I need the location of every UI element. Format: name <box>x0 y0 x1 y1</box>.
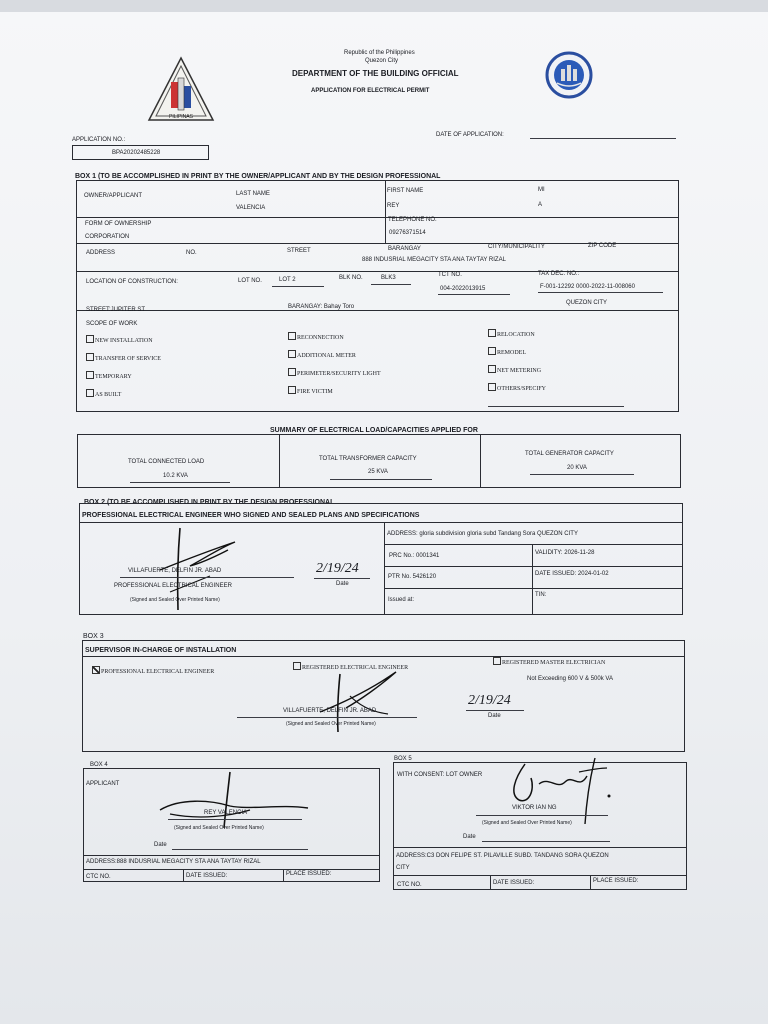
generator-value: 20 KVA <box>567 465 587 471</box>
zip-label: ZIP CODE <box>588 243 617 249</box>
scope-others[interactable]: OTHERS/SPECIFY <box>488 383 546 392</box>
date-issued: DATE ISSUED: 2024-01-02 <box>535 571 609 577</box>
owner-label: OWNER/APPLICANT <box>84 193 143 199</box>
checkbox-icon <box>488 365 496 373</box>
lot-label: LOT NO. <box>238 278 262 284</box>
validity: VALIDITY: 2026-11-28 <box>535 550 595 556</box>
box2-title: BOX 2 (TO BE ACCOMPLISHED IN PRINT BY THE DESIGN PROFESSIONAL <box>84 499 335 506</box>
box5-signed-note: (Signed and Sealed Over Printed Name) <box>482 820 572 826</box>
first-name-value: REY <box>387 203 400 209</box>
scope-temporary[interactable]: TEMPORARY <box>86 371 132 380</box>
box4-place-issued-label: PLACE ISSUED: <box>286 871 332 877</box>
applicant-label: APPLICANT <box>86 781 120 787</box>
checkbox-icon <box>488 383 496 391</box>
checkbox-icon <box>86 371 94 379</box>
city-line: Quezon City <box>365 58 399 64</box>
transformer-value: 25 KVA <box>368 469 388 475</box>
address-no-label: NO. <box>186 250 197 256</box>
box2-role: PROFESSIONAL ELECTRICAL ENGINEER <box>114 583 232 589</box>
scope-relocation[interactable]: RELOCATION <box>488 329 535 338</box>
ownership-value: CORPORATION <box>85 234 130 240</box>
checkbox-icon <box>288 368 296 376</box>
blk-value: BLK3 <box>381 275 396 281</box>
form-title: APPLICATION FOR ELECTRICAL PERMIT <box>311 88 430 94</box>
connected-load-label: TOTAL CONNECTED LOAD <box>128 459 205 465</box>
box1-title: BOX 1 (TO BE ACCOMPLISHED IN PRINT BY THE OWNER/APPLICANT AND BY THE DESIGN PROFESSIONAL <box>75 173 441 180</box>
last-name-value: VALENCIA <box>236 205 266 211</box>
box4-title: BOX 4 <box>90 762 108 768</box>
box4-signed-note: (Signed and Sealed Over Printed Name) <box>174 825 264 831</box>
applicant-signature-icon <box>150 770 310 830</box>
box5-place-issued-label: PLACE ISSUED: <box>593 878 639 884</box>
summary-title: SUMMARY OF ELECTRICAL LOAD/CAPACITIES APPLIED FOR <box>270 427 478 434</box>
last-name-label: LAST NAME <box>236 191 270 197</box>
republic-line: Republic of the Philippines <box>344 50 415 56</box>
application-no-label: APPLICATION NO.: <box>72 137 126 143</box>
box2-signed-note: (Signed and Sealed Over Printed Name) <box>130 597 220 603</box>
scope-fire-victim[interactable]: FIRE VICTIM <box>288 386 333 395</box>
box2-address: ADDRESS: gloria subdivision gloria subd Tandang Sora QUEZON CITY <box>387 531 578 537</box>
scope-label: SCOPE OF WORK <box>86 321 138 327</box>
box5-address-line2: CITY <box>396 865 410 871</box>
checkbox-icon <box>493 657 501 665</box>
lot-value: LOT 2 <box>279 277 296 283</box>
box3-name: VILLAFUERTE, DELFIN JR. ABAD <box>283 708 377 714</box>
box2-date-label: Date <box>336 581 349 587</box>
date-of-application-label: DATE OF APPLICATION: <box>436 132 504 138</box>
box1 <box>76 180 679 412</box>
address-value: 888 INDUSRIAL MEGACITY STA ANA TAYTAY RIZAL <box>362 257 506 263</box>
issued-at: Issued at: <box>388 597 415 603</box>
telephone-label: TELEPHONE NO. <box>388 217 437 223</box>
street-label: STREET <box>287 248 311 254</box>
box4-date-issued-label: DATE ISSUED: <box>186 873 228 879</box>
tct-value: 004-2022013915 <box>440 286 486 292</box>
scope-net-metering[interactable]: NET METERING <box>488 365 541 374</box>
box4-address: ADDRESS:888 INDUSRIAL MEGACITY STA ANA TAYTAY RIZAL <box>86 859 261 865</box>
page-edge <box>0 0 768 12</box>
barangay-value: BARANGAY: Bahay Toro <box>288 304 355 310</box>
checkbox-icon <box>488 329 496 337</box>
address-label: ADDRESS <box>86 250 116 256</box>
box5-ctc-label: CTC NO. <box>397 882 422 888</box>
supervisor-pee-option[interactable]: PROFESSIONAL ELECTRICAL ENGINEER <box>92 666 214 675</box>
checkbox-icon <box>488 347 496 355</box>
checkbox-icon <box>288 350 296 358</box>
box3-title: BOX 3 <box>83 633 104 640</box>
street-value: STREET:JUPITER ST <box>86 307 146 313</box>
first-name-label: FIRST NAME <box>387 188 424 194</box>
box3-signed-note: (Signed and Sealed Over Printed Name) <box>286 721 376 727</box>
box3-date-label: Date <box>488 713 501 719</box>
checkbox-icon <box>288 332 296 340</box>
consent-label: WITH CONSENT: LOT OWNER <box>397 772 483 778</box>
supervisor-rme-option[interactable]: REGISTERED MASTER ELECTRICIAN <box>493 657 605 666</box>
box3-note: Not Exceeding 600 V & 500k VA <box>527 676 613 682</box>
taxdec-label: TAX DEC. NO.: <box>538 271 580 277</box>
ptr-no: PTR No. 5426120 <box>388 574 437 580</box>
checkbox-icon <box>86 389 94 397</box>
quezon-city-seal-icon <box>147 56 215 122</box>
building-official-seal-icon <box>545 45 593 109</box>
scope-transfer-of-service[interactable]: TRANSFER OF SERVICE <box>86 353 161 362</box>
checkbox-icon <box>86 353 94 361</box>
taxdec-value: F-001-12292 0000-2022-11-008060 <box>540 284 635 290</box>
supervisor-ree-option[interactable]: REGISTERED ELECTRICAL ENGINEER <box>293 662 408 671</box>
box5-date-issued-label: DATE ISSUED: <box>493 880 535 886</box>
scope-additional-meter[interactable]: ADDITIONAL METER <box>288 350 356 359</box>
mi-label: MI <box>538 187 545 193</box>
blk-label: BLK NO. <box>339 275 363 281</box>
box2-subtitle: PROFESSIONAL ELECTRICAL ENGINEER WHO SIGNED AND SEALED PLANS AND SPECIFICATIONS <box>82 512 420 519</box>
tct-label: TCT NO. <box>438 272 462 278</box>
checkbox-icon <box>86 335 94 343</box>
department-title: DEPARTMENT OF THE BUILDING OFFICIAL <box>292 69 459 78</box>
checked-checkbox-icon <box>92 666 100 674</box>
transformer-label: TOTAL TRANSFORMER CAPACITY <box>319 456 417 462</box>
box3-subtitle: SUPERVISOR IN-CHARGE OF INSTALLATION <box>85 647 237 654</box>
checkbox-icon <box>288 386 296 394</box>
barangay-label: BARANGAY <box>388 246 421 252</box>
prc-no: PRC No.: 0001341 <box>389 553 440 559</box>
box2-name: VILLAFUERTE, DELFIN JR. ABAD <box>128 568 222 574</box>
box2-handwritten-date: 2/19/24 <box>316 561 359 576</box>
tin: TIN: <box>535 592 547 598</box>
scope-as-built[interactable]: AS BUILT <box>86 389 121 398</box>
others-specify-line[interactable] <box>488 406 624 407</box>
applicant-name: REY VALENCIA <box>204 810 248 816</box>
svg-text:PILIPINAS: PILIPINAS <box>169 114 193 120</box>
box5-title: BOX 5 <box>394 756 412 762</box>
scope-remodel[interactable]: REMODEL <box>488 347 526 356</box>
box4-ctc-label: CTC NO. <box>86 874 111 880</box>
application-no-value: BPA20202485228 <box>112 150 161 156</box>
box5-address-line1: ADDRESS:C3 DON FELIPE ST. PILAVILLE SUBD. TANDANG SORA QUEZON <box>396 853 609 859</box>
scope-new-installation[interactable]: NEW INSTALLATION <box>86 335 153 344</box>
generator-label: TOTAL GENERATOR CAPACITY <box>525 451 614 457</box>
lot-owner-name: VIKTOR IAN NG <box>512 805 557 811</box>
box3-handwritten-date: 2/19/24 <box>468 693 511 708</box>
ownership-label: FORM OF OWNERSHIP <box>85 221 152 227</box>
date-of-application-line[interactable] <box>530 138 676 139</box>
scope-perimeter-light[interactable]: PERIMETER/SECURITY LIGHT <box>288 368 381 377</box>
scope-reconnection[interactable]: RECONNECTION <box>288 332 344 341</box>
telephone-value: 09276371514 <box>389 230 426 236</box>
box5-date-label: Date <box>463 834 476 840</box>
box4-date-label: Date <box>154 842 167 848</box>
location-label: LOCATION OF CONSTRUCTION: <box>86 279 178 285</box>
mi-value: A <box>538 202 543 208</box>
city-label: CITY/MUNICIPALITY <box>488 244 545 250</box>
connected-load-value: 10.2 KVA <box>163 473 188 479</box>
city-value: QUEZON CITY <box>566 300 608 306</box>
